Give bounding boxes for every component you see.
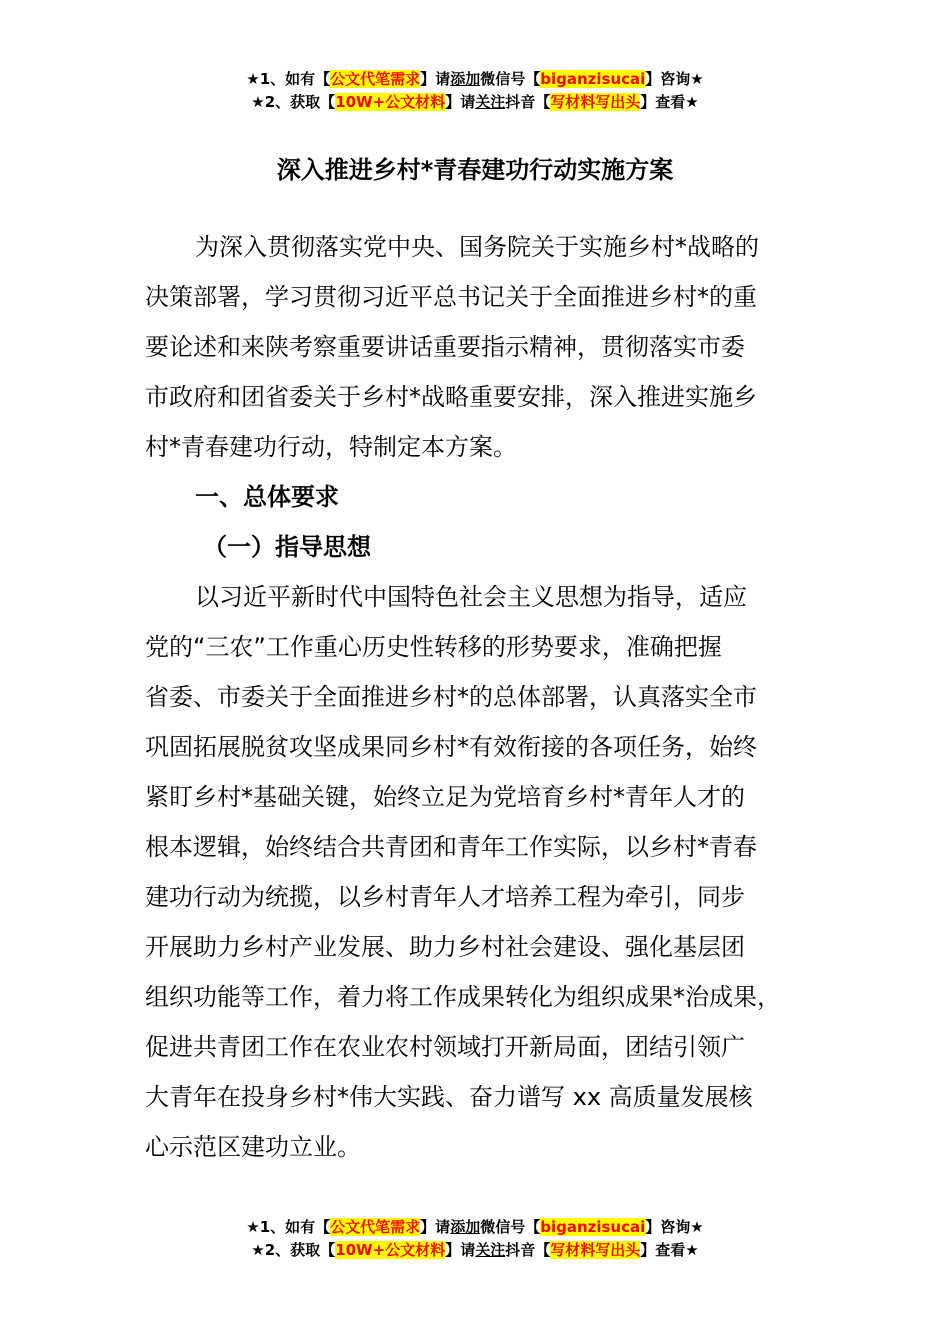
body-paragraph: 以习近平新时代中国特色社会主义思想为指导，适应 党的“三农”工作重心历史性转移的形势要求，准确把握 省委、市委关于全面推进乡村*的总体部署，认真落实全市 巩固拓展脱贫攻坚成果同乡村*有效衔接的各项任务，始终 紧盯乡村*基础关键，始终立足为党培育乡村*青年人才的 根本逻辑，始终结合共青团和青年工作实际，以乡村*青春 建功行动为统揽，以乡村青年人才培养工程为牵引，同步 开展助力乡村产业发展、助力乡村社会建设、强化基层团 组织功能等工作，着力将工作成果转化为组织成果*治成果， 促进共青团工作在农业农村领域打开新局面，团结引领广 大青年在投身乡村*伟大实践、奋力谱写 xx 高质量发展核 心示范区建功立业。 — [145, 583, 781, 1161]
bottom-banner — [0, 1216, 950, 1262]
banner-douyin-id: 写材料写出头 — [550, 1241, 641, 1259]
document-body — [145, 222, 825, 1172]
banner-highlight: 公文代笔需求 — [330, 70, 421, 88]
banner-highlight: 10W+公文材料 — [335, 1241, 446, 1259]
banner-wechat-id: biganzisucai — [540, 1218, 646, 1236]
banner-line-1: ★1、如有【公文代笔需求】请添加微信号【biganzisucai】咨询★ — [246, 1218, 704, 1236]
banner-highlight: 10W+公文材料 — [335, 93, 446, 111]
banner-douyin-id: 写材料写出头 — [550, 93, 641, 111]
banner-highlight: 公文代笔需求 — [330, 1218, 421, 1236]
banner-line-1: ★1、如有【公文代笔需求】请添加微信号【biganzisucai】咨询★ — [246, 70, 704, 88]
subsection-heading: （一）指导思想 — [203, 533, 371, 561]
document-title: 深入推进乡村*青春建功行动实施方案 — [276, 156, 674, 184]
intro-paragraph: 为深入贯彻落实党中央、国务院关于实施乡村*战略的 决策部署，学习贯彻习近平总书记关于全面推进乡村*的重 要论述和来陕考察重要讲话重要指示精神，贯彻落实市委 市政府和团省委关于乡村*战略重要安排，深入推进实施乡 村*青春建功行动，特制定本方案。 — [145, 233, 759, 461]
banner-line-2: ★2、获取【10W+公文材料】请关注抖音【写材料写出头】查看★ — [251, 93, 699, 111]
section-heading: 一、总体要求 — [195, 483, 339, 511]
top-banner — [0, 68, 950, 114]
banner-line-2: ★2、获取【10W+公文材料】请关注抖音【写材料写出头】查看★ — [251, 1241, 699, 1259]
banner-wechat-id: biganzisucai — [540, 70, 646, 88]
